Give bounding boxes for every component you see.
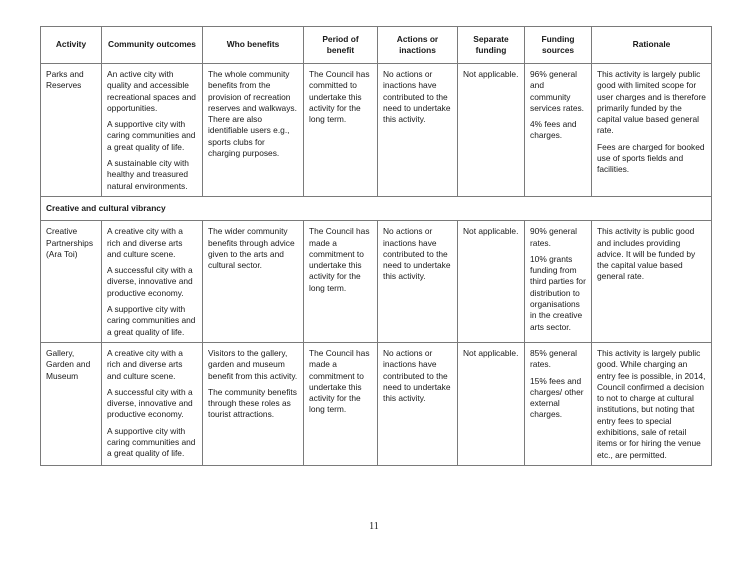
rationale-text: Fees are charged for booked use of sports fields and facilities.: [597, 141, 705, 175]
who-benefits-text: The community benefits through these roles as tourist attractions.: [208, 386, 297, 420]
separate-funding-cell: Not applicable.: [458, 64, 525, 197]
outcome-text: A supportive city with caring communities and a great quality of life.: [107, 119, 196, 152]
header-rationale: Rationale: [592, 27, 712, 64]
header-who-benefits: Who benefits: [203, 27, 304, 64]
rationale-text: This activity is largely public good. While charging an entry fee is possible, in 2014, Council confirmed a decision to not to charge at cultural institutions, but noting that entry fees to special exhibitions, sale of retail items or for hiring the venue etc., are permitted.: [597, 347, 706, 460]
who-benefits-text: The whole community benefits from the provision of recreation reserves and walkways. There are also identifiable users e.g., sports clubs for charging purposes.: [208, 69, 297, 159]
header-row: [41, 27, 712, 64]
rationale-cell: [592, 342, 712, 465]
outcome-text: A supportive city with caring communities and a great quality of life.: [107, 304, 196, 337]
section-heading: Creative and cultural vibrancy: [41, 196, 712, 220]
outcome-text: A successful city with a diverse, innovative and productive economy.: [107, 386, 193, 420]
who-benefits-cell: [203, 342, 304, 465]
funding-source-text: 90% general rates.: [530, 226, 578, 248]
rationale-cell: [592, 64, 712, 197]
actions-cell: No actions or inactions have contributed to the need to undertake this activity.: [378, 342, 458, 465]
funding-sources-cell: [525, 221, 592, 343]
period-cell: The Council has made a commitment to undertake this activity for the long term.: [304, 342, 378, 465]
funding-source-text: 15% fees and charges/ other external charges.: [530, 375, 584, 420]
rationale-text: This activity is largely public good with limited scope for user charges and is therefore primarily funded by the capital value based general rate.: [597, 69, 706, 136]
who-benefits-text: The wider community benefits through advice given to the arts and cultural sector.: [208, 226, 295, 271]
page-number: 11: [369, 521, 379, 532]
header-activity: Activity: [41, 27, 102, 64]
table-row: [41, 221, 712, 343]
outcome-text: A creative city with a rich and diverse arts and culture scene.: [107, 226, 183, 259]
outcomes-cell: [102, 64, 203, 197]
actions-cell: No actions or inactions have contributed to the need to undertake this activity.: [378, 221, 458, 343]
funding-source-text: 85% general rates.: [530, 347, 578, 370]
separate-funding-cell: Not applicable.: [458, 221, 525, 343]
funding-sources-cell: [525, 342, 592, 465]
header-period-of-benefit: Period of benefit: [304, 27, 378, 64]
funding-source-text: 10% grants funding from third parties for distribution to organisations in the creative arts sector.: [530, 253, 586, 332]
header-separate-funding: Separate funding: [458, 27, 525, 64]
table-row: [41, 64, 712, 197]
outcome-text: A supportive city with caring communities and a great quality of life.: [107, 425, 196, 459]
outcome-text: A sustainable city with healthy and treasured natural environments.: [107, 158, 189, 191]
activity-cell: Gallery, Garden and Museum: [41, 342, 102, 465]
funding-table: [40, 26, 712, 466]
who-benefits-cell: [203, 64, 304, 197]
rationale-cell: [592, 221, 712, 343]
rationale-text: This activity is public good and includes providing advice. It will be funded by the capital value based general rate.: [597, 226, 696, 282]
period-cell: The Council has made a commitment to undertake this activity for the long term.: [304, 221, 378, 343]
header-funding-sources: Funding sources: [525, 27, 592, 64]
outcome-text: An active city with quality and accessible recreational spaces and opportunities.: [107, 69, 196, 113]
separate-funding-cell: Not applicable.: [458, 342, 525, 465]
header-actions-or-inactions: Actions or inactions: [378, 27, 458, 64]
outcomes-cell: [102, 342, 203, 465]
funding-source-text: 4% fees and charges.: [530, 119, 577, 141]
table-row: [41, 342, 712, 465]
activity-cell: Parks and Reserves: [41, 64, 102, 197]
outcomes-cell: [102, 221, 203, 343]
who-benefits-text: Visitors to the gallery, garden and museum benefit from this activity.: [208, 347, 298, 381]
funding-sources-cell: [525, 64, 592, 197]
period-cell: The Council has committed to undertake this activity for the long term.: [304, 64, 378, 197]
who-benefits-cell: [203, 221, 304, 343]
outcome-text: A creative city with a rich and diverse arts and culture scene.: [107, 347, 183, 381]
activity-cell: Creative Partnerships (Ara Toi): [41, 221, 102, 343]
header-community-outcomes: Community outcomes: [102, 27, 203, 64]
funding-source-text: 96% general and community services rates.: [530, 69, 584, 113]
section-row: [41, 196, 712, 220]
outcome-text: A successful city with a diverse, innovative and productive economy.: [107, 265, 193, 298]
actions-cell: No actions or inactions have contributed to the need to undertake this activity.: [378, 64, 458, 197]
